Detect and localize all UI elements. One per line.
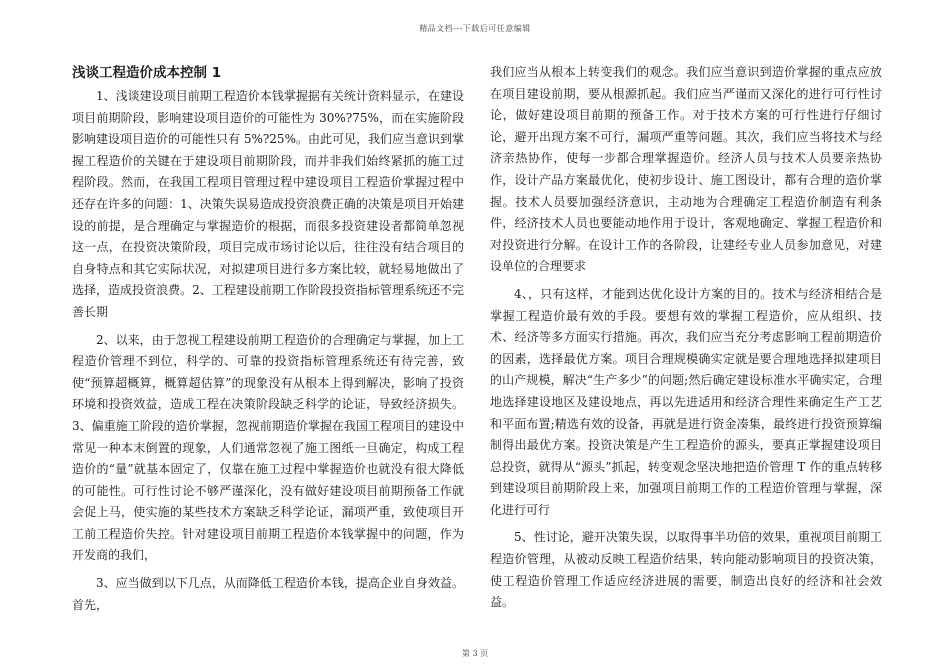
- page-header: 精品文档---下载后可任意编辑: [419, 24, 531, 33]
- right-column: [490, 62, 882, 620]
- document-title: 浅谈工程造价成本控制 1: [72, 65, 222, 81]
- paragraph-3-continued: 我们应当从根本上转变我们的观念。我们应当意识到造价掌握的重点应放在项目建设前期，要从根源抓起。我们应当严谨而又深化的进行可行性讨论，做好建设项目前期的预备工作。对于技术方案的可行性进行仔细讨论，避开出现方案不可行，漏项严重等问题。其次，我们应当将技术与经济亲热协作，使每一步都合理掌握造价。经济人员与技术人员要亲热协作，设计产品方案最优化，使初步设计、施工图设计，都有合理的造价掌握。技术人员要加强经济意识，主动地为合理确定工程造价制造有利条件，经济技术人员也要能动地作用于设计，客观地确定、掌握工程造价和对投资进行分解。在设计工作的各阶段，让建经专业人员参加意见，对建设单位的合理要求: [490, 65, 882, 274]
- page-footer: 第 3 页: [461, 649, 489, 658]
- paragraph-4: 4、，只有这样，才能到达优化设计方案的目的。技术与经济相结合是掌握工程造价最有效的手段。要想有效的掌握工程造价，应从组织、技术、经济等多方面实行措施。再次，我们应当充分考虑影响工程前期造价的因素，选择最优方案。项目合理规模确实定就是要合理地选择拟建项目的山产规模，解决“生产多少”的问题;然后确定建设标准水平确实定，合理地选择建设地区及建设地点，再以先进适用和经济合理性来确定生产工艺和平面布置;精选有效的设备，再就是进行资金凑集，最终进行投资预算编制得出最优方案。投资决策是产生工程造价的源头，要真正掌握建设项目总投资，就得从“源头”抓起，转变观念坚决地把造价管理 T 作的重点转移到建设项目前期阶段上来，加强项目前期工作的工程造价管理与掌握，深化进行可行: [490, 286, 882, 517]
- paragraph-2: 2、以来，由于忽视工程建设前期工程造价的合理确定与掌握，加上工程造价管理不到位，科学的、可靠的投资指标管理系统还有待完善，致使“预算超概算，概算超估算”的现象没有从根本上得到解决，影响了投资环境和投资效益，造成工程在决策阶段缺乏科学的论证，导致经济损失。3、偏重施工阶段的造价掌握，忽视前期造价掌握在我国工程项目的建设中常见一种本末倒置的现象，人们通常忽视了施工图纸一旦确定，构成工程造价的“量”就基本固定了，仅靠在施工过程中掌握造价也就没有很大降低的可能性。可行性讨论不够严谨深化，没有做好建设项目前期预备工作就会促上马，使实施的某些技术方案缺乏科学论证，漏项严重，致使项目开工前工程造价失控。针对建设项目前期工程造价本钱掌握中的问题，作为开发商的我们，: [72, 332, 464, 563]
- paragraph-5: 5、性讨论，避开决策失误，以取得事半功倍的效果，重视项目前期工程造价管理，从被动反映工程造价结果，转向能动影响项目的投资决策，使工程造价管理工作适应经济进展的需要，制造出良好的经济和社会效益。: [490, 530, 882, 610]
- left-column: [72, 62, 464, 622]
- paragraph-1: 1、浅谈建设项目前期工程造价本钱掌握据有关统计资料显示，在建设项目前期阶段，影响建设项目造价的可能性为 30%?75%，而在实施阶段影响建设项目造价的可能性只有 5%?25%。由此可见，我们应当意识到掌握工程造价的关键在于建设项目前期阶段，而并非我们始终紧抓的施工过程阶段。然而，在我国工程项目管理过程中建设项目工程造价掌握过程中还存在许多的问题：1、决策失误易造成投资浪费正确的决策是项目开始建设的前提，是合理确定与掌握造价的根据，而很多投资建设者都简单忽视这一点，在投资决策阶段，项目完成市场讨论以后，往往没有结合项目的自身特点和其它实际状况，对拟建项目进行多方案比较，就轻易地做出了选择，造成投资浪费。2、工程建设前期工作阶段投资指标管理系统还不完善长期: [72, 89, 464, 319]
- paragraph-3: 3、应当做到以下几点，从而降低工程造价本钱，提高企业自身效益。首先，: [72, 576, 464, 612]
